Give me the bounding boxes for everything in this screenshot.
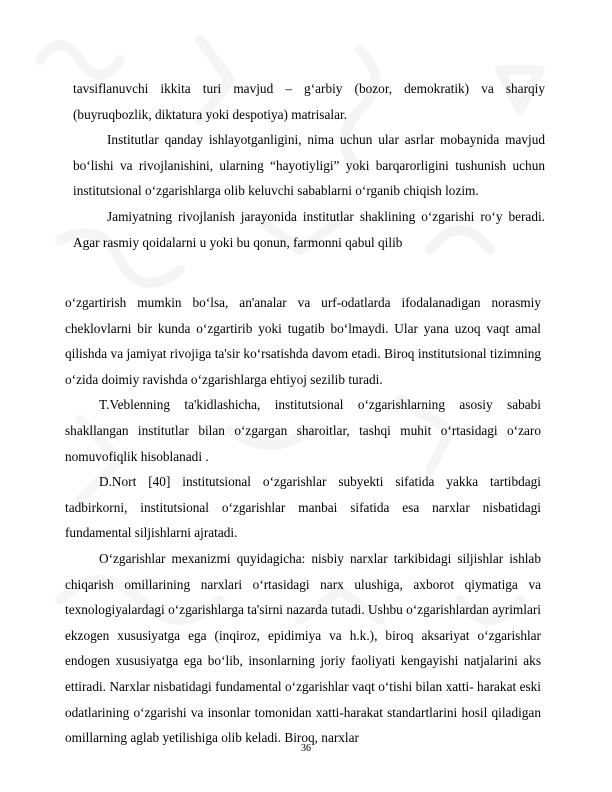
paragraph: O‘zgarishlar mexanizmi quyidagicha: nisbiy narxlar tarkibidagi siljishlar ishlab chiqarish omillarining narxlari o‘rtasidagi narx ulushiga, axborot qiymatiga va texnologiyalardagi o‘zgarishlarga ta'sirni nazarda tutadi. Ushbu o‘zgarishlardan ayrimlari ekzogen xususiyatga ega (inqiroz, epidimiya va h.k.), biroq aksariyat o‘zgarishlar endogen xususiyatga ega bo‘lib, insonlarning joriy faoliyati kengayishi natjalarini aks ettiradi. Narxlar nisbatidagi fundamental o‘zgarishlar vaqt o‘tishi bilan xatti- harakat eski odatlarining o‘zgarishi va insonlar tomonidan xatti-harakat standartlarini hosil qiladigan omillarning aglab yetilishiga olib keladi. Biroq, narxlar [65, 550, 541, 746]
paragraph: tavsiflanuvchi ikkita turi mavjud – g‘arbiy (bozor, demokratik) va sharqiy (buyruqbozlik, diktatura yoki despotiya) matrisalar. [73, 81, 545, 122]
page-number: 36 [301, 743, 311, 754]
paragraph: T.Veblenning ta'kidlashicha, institutsional o‘zgarishlarning asosiy sababi shakllangan institutlar bilan o‘zgargan sharoitlar, tashqi muhit o‘rtasidagi o‘zaro nomuvofiqlik hisoblanadi . [65, 397, 541, 464]
text-block-top [73, 76, 545, 255]
paragraph: Jamiyatning rivojlanish jarayonida institutlar shaklining o‘zgarishi ro‘y beradi. Agar rasmiy qoidalarni u yoki bu qonun, farmonni qabul qilib [73, 208, 545, 250]
paragraph: D.Nort [40] institutsional o‘zgarishlar subyekti sifatida yakka tartibdagi tadbirkorni, institutsional o‘zgarishlar manbai sifatida esa narxlar nisbatidagi fundamental siljishlarni ajratadi. [65, 474, 541, 541]
paragraph: Institutlar qanday ishlayotganligini, nima uchun ular asrlar mobaynida mavjud bo‘lishi va rivojlanishini, ularning “hayotiyligi” yoki barqarorligini tushunish uchun institutsional o‘zgarishlarga olib keluvchi sabablarni o‘rganib chiqish lozim. [73, 132, 545, 199]
text-block-main [65, 290, 541, 751]
paragraph: o‘zgartirish mumkin bo‘lsa, an'analar va urf-odatlarda ifodalanadigan norasmiy cheklovlarni bir kunda o‘zgartirib yoki tugatib bo‘lmaydi. Ular yana uzoq vaqt amal qilishda va jamiyat rivojiga ta'sir ko‘rsatishda davom etadi. Biroq institutsional tizimning o‘zida doimiy ravishda o‘zgarishlarga ehtiyoj sezilib turadi. [65, 295, 541, 387]
